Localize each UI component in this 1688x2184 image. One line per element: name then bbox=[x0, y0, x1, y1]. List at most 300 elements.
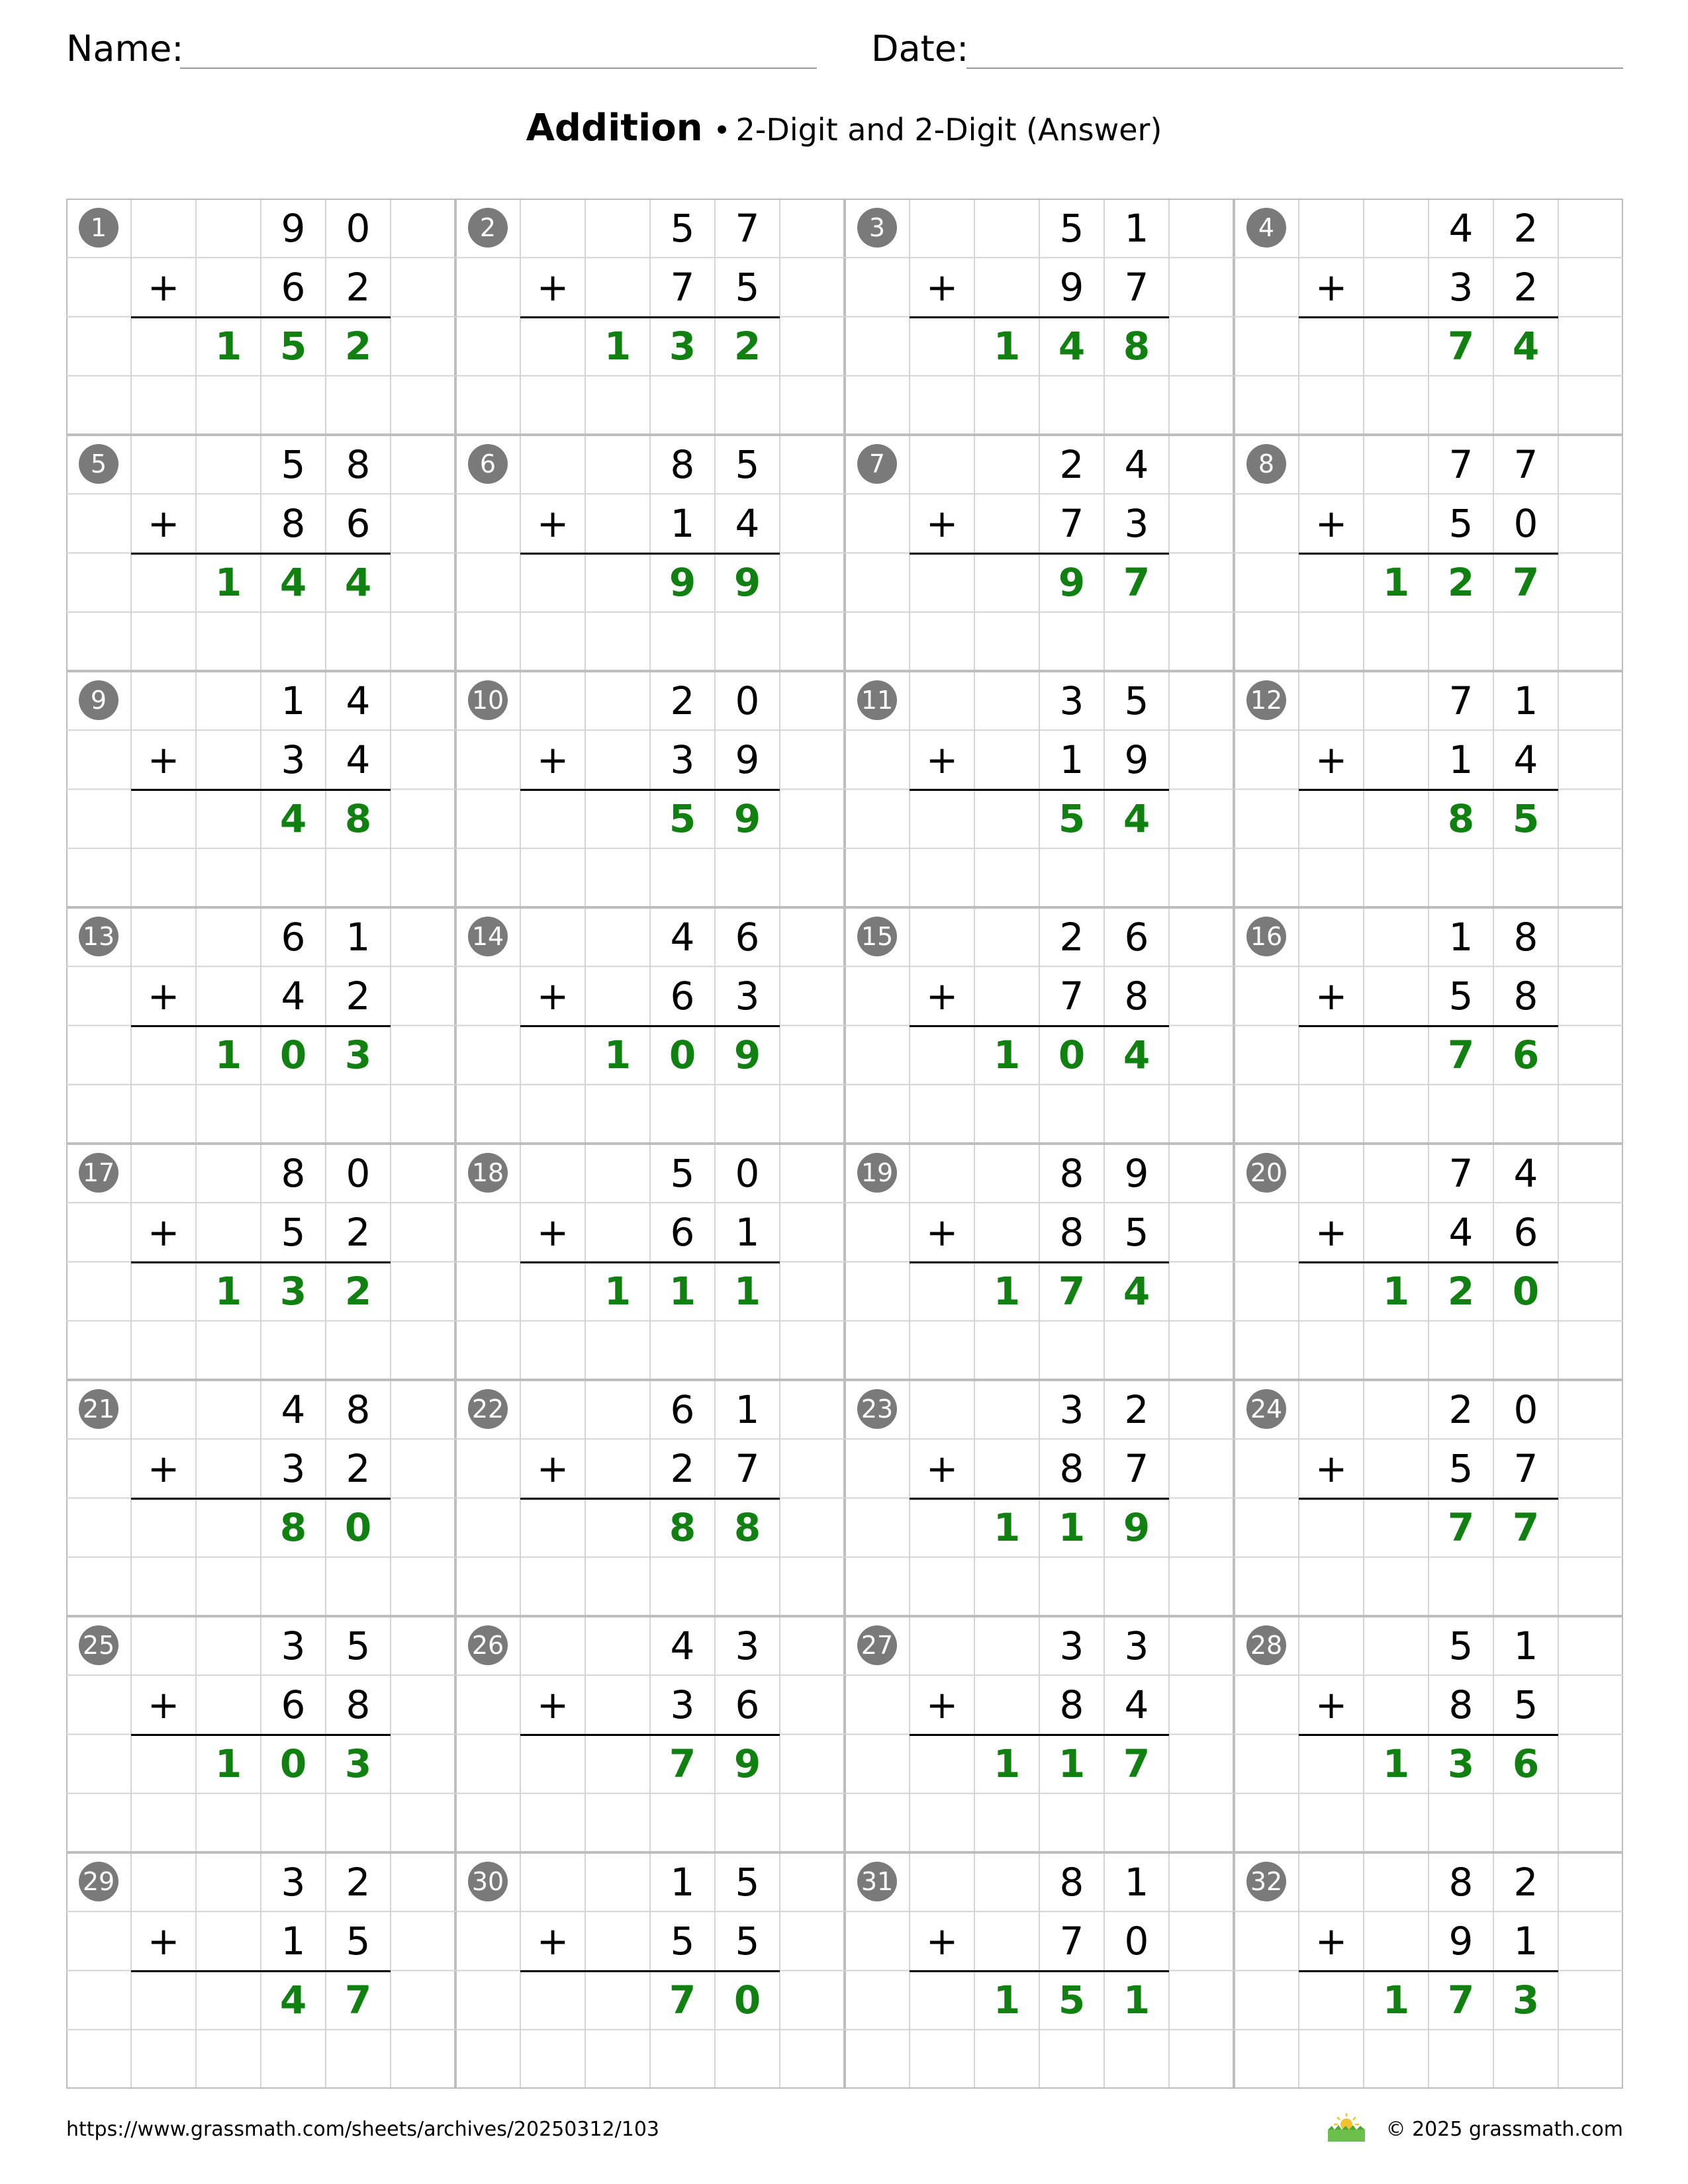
addend-bottom-digit: 7 bbox=[670, 264, 695, 310]
answer-digit: 4 bbox=[279, 1978, 307, 2023]
addend-bottom-digit: 8 bbox=[1059, 1209, 1084, 1255]
answer-digit: 1 bbox=[214, 324, 242, 369]
answer-digit: 0 bbox=[279, 1741, 307, 1786]
plus-sign: + bbox=[147, 264, 180, 310]
answer-digit: 7 bbox=[1058, 1269, 1086, 1314]
answer-digit: 2 bbox=[344, 1269, 372, 1314]
problem-number-badge: 31 bbox=[857, 1862, 897, 1901]
name-label: Name: bbox=[66, 28, 184, 69]
answer-digit: 5 bbox=[279, 324, 307, 369]
addend-bottom-digit: 7 bbox=[735, 1445, 760, 1491]
answer-digit: 1 bbox=[214, 1741, 242, 1786]
answer-digit: 8 bbox=[1123, 324, 1150, 369]
sum-underline bbox=[131, 1970, 391, 1972]
plus-sign: + bbox=[1315, 973, 1348, 1019]
sum-underline bbox=[910, 1970, 1169, 1972]
plus-sign: + bbox=[147, 973, 180, 1019]
addend-bottom-digit: 0 bbox=[1124, 1918, 1149, 1964]
answer-digit: 0 bbox=[733, 1978, 761, 2023]
answer-digit: 1 bbox=[993, 1741, 1021, 1786]
answer-digit: 0 bbox=[344, 1505, 372, 1550]
addend-bottom-digit: 1 bbox=[735, 1209, 760, 1255]
sum-underline bbox=[1299, 553, 1558, 555]
answer-digit: 7 bbox=[1447, 324, 1475, 369]
sum-underline bbox=[910, 1261, 1169, 1263]
answer-digit: 3 bbox=[1447, 1741, 1475, 1786]
answer-digit: 6 bbox=[1512, 1032, 1540, 1077]
addend-top-digit: 9 bbox=[281, 205, 306, 251]
addend-top-digit: 6 bbox=[670, 1387, 695, 1432]
sum-underline bbox=[1299, 1261, 1558, 1263]
addend-bottom-digit: 8 bbox=[1059, 1682, 1084, 1727]
addend-top-digit: 8 bbox=[670, 441, 695, 487]
answer-digit: 1 bbox=[1382, 1269, 1410, 1314]
sum-underline bbox=[131, 789, 391, 791]
answer-digit: 7 bbox=[1123, 560, 1150, 605]
answer-digit: 9 bbox=[733, 1032, 761, 1077]
problem-number-badge: 27 bbox=[857, 1625, 897, 1665]
addend-top-digit: 4 bbox=[281, 1387, 306, 1432]
problem-number-badge: 32 bbox=[1246, 1862, 1286, 1901]
answer-digit: 1 bbox=[1058, 1505, 1086, 1550]
addend-bottom-digit: 5 bbox=[1448, 1445, 1474, 1491]
addend-top-digit: 0 bbox=[735, 678, 760, 723]
answer-digit: 8 bbox=[1447, 796, 1475, 841]
addend-bottom-digit: 4 bbox=[1448, 1209, 1474, 1255]
addend-top-digit: 4 bbox=[1124, 441, 1149, 487]
plus-sign: + bbox=[925, 1682, 959, 1727]
answer-digit: 7 bbox=[669, 1978, 696, 2023]
plus-sign: + bbox=[1315, 264, 1348, 310]
addend-top-digit: 2 bbox=[1124, 1387, 1149, 1432]
plus-sign: + bbox=[925, 1445, 959, 1491]
answer-digit: 8 bbox=[344, 796, 372, 841]
addend-top-digit: 4 bbox=[670, 914, 695, 960]
addend-top-digit: 5 bbox=[670, 205, 695, 251]
title-main: Addition bbox=[526, 107, 703, 150]
answer-digit: 4 bbox=[1123, 796, 1150, 841]
answer-digit: 1 bbox=[993, 324, 1021, 369]
plus-sign: + bbox=[536, 264, 569, 310]
addend-bottom-digit: 9 bbox=[1124, 737, 1149, 782]
problem-number-badge: 4 bbox=[1246, 208, 1286, 248]
problem-number-badge: 30 bbox=[468, 1862, 508, 1901]
addend-top-digit: 5 bbox=[1059, 205, 1084, 251]
answer-digit: 4 bbox=[1512, 324, 1540, 369]
plus-sign: + bbox=[1315, 1445, 1348, 1491]
plus-sign: + bbox=[147, 1445, 180, 1491]
plus-sign: + bbox=[925, 1918, 959, 1964]
addend-top-digit: 0 bbox=[735, 1150, 760, 1196]
answer-digit: 2 bbox=[1447, 1269, 1475, 1314]
problem-number-badge: 10 bbox=[468, 680, 508, 720]
problem-number-badge: 11 bbox=[857, 680, 897, 720]
addend-top-digit: 4 bbox=[670, 1623, 695, 1668]
answer-digit: 2 bbox=[733, 324, 761, 369]
answer-digit: 5 bbox=[1512, 796, 1540, 841]
addend-bottom-digit: 5 bbox=[1124, 1209, 1149, 1255]
answer-digit: 1 bbox=[993, 1269, 1021, 1314]
addend-bottom-digit: 6 bbox=[735, 1682, 760, 1727]
addend-bottom-digit: 3 bbox=[735, 973, 760, 1019]
addend-top-digit: 1 bbox=[1513, 678, 1538, 723]
footer-copyright: © 2025 grassmath.com bbox=[1385, 2118, 1623, 2141]
addend-bottom-digit: 8 bbox=[281, 500, 306, 546]
answer-digit: 1 bbox=[993, 1032, 1021, 1077]
problem-number-badge: 25 bbox=[79, 1625, 118, 1665]
problem-number-badge: 19 bbox=[857, 1153, 897, 1193]
addend-bottom-digit: 5 bbox=[346, 1918, 371, 1964]
addend-bottom-digit: 7 bbox=[1124, 1445, 1149, 1491]
addend-top-digit: 0 bbox=[1513, 1387, 1538, 1432]
sum-underline bbox=[520, 316, 780, 318]
addend-top-digit: 2 bbox=[1513, 1859, 1538, 1905]
answer-digit: 1 bbox=[1123, 1978, 1150, 2023]
problem-number-badge: 1 bbox=[79, 208, 118, 248]
addend-bottom-digit: 7 bbox=[1059, 1918, 1084, 1964]
answer-digit: 7 bbox=[1512, 1505, 1540, 1550]
sum-underline bbox=[1299, 789, 1558, 791]
answer-digit: 4 bbox=[279, 796, 307, 841]
plus-sign: + bbox=[1315, 1682, 1348, 1727]
addend-top-digit: 5 bbox=[281, 441, 306, 487]
addend-top-digit: 4 bbox=[1513, 1150, 1538, 1196]
sum-underline bbox=[1299, 1970, 1558, 1972]
answer-digit: 9 bbox=[669, 560, 696, 605]
addend-bottom-digit: 2 bbox=[346, 1445, 371, 1491]
sum-underline bbox=[910, 1025, 1169, 1027]
addend-bottom-digit: 2 bbox=[346, 264, 371, 310]
addend-bottom-digit: 3 bbox=[1124, 500, 1149, 546]
answer-digit: 9 bbox=[733, 796, 761, 841]
addend-bottom-digit: 5 bbox=[1448, 973, 1474, 1019]
answer-digit: 1 bbox=[1382, 1978, 1410, 2023]
problem-grid bbox=[66, 199, 1623, 2089]
addend-top-digit: 1 bbox=[670, 1859, 695, 1905]
answer-digit: 6 bbox=[1512, 1741, 1540, 1786]
answer-digit: 8 bbox=[733, 1505, 761, 1550]
title-separator: • bbox=[713, 114, 731, 148]
addend-bottom-digit: 0 bbox=[1513, 500, 1538, 546]
addend-bottom-digit: 1 bbox=[1448, 737, 1474, 782]
plus-sign: + bbox=[147, 500, 180, 546]
plus-sign: + bbox=[925, 737, 959, 782]
addend-bottom-digit: 6 bbox=[281, 1682, 306, 1727]
answer-digit: 9 bbox=[733, 560, 761, 605]
addend-bottom-digit: 8 bbox=[1513, 973, 1538, 1019]
sum-underline bbox=[1299, 1734, 1558, 1736]
answer-digit: 4 bbox=[1123, 1032, 1150, 1077]
answer-digit: 2 bbox=[1447, 560, 1475, 605]
addend-top-digit: 8 bbox=[346, 1387, 371, 1432]
problem-number-badge: 18 bbox=[468, 1153, 508, 1193]
addend-bottom-digit: 8 bbox=[1059, 1445, 1084, 1491]
addend-bottom-digit: 6 bbox=[346, 500, 371, 546]
addend-bottom-digit: 5 bbox=[670, 1918, 695, 1964]
addend-top-digit: 1 bbox=[1124, 1859, 1149, 1905]
problem-number-badge: 6 bbox=[468, 444, 508, 484]
problem-number-badge: 24 bbox=[1246, 1389, 1286, 1429]
sum-underline bbox=[131, 1734, 391, 1736]
addend-bottom-digit: 7 bbox=[1059, 973, 1084, 1019]
answer-digit: 1 bbox=[604, 324, 632, 369]
addend-top-digit: 2 bbox=[1059, 914, 1084, 960]
addend-bottom-digit: 3 bbox=[281, 737, 306, 782]
addend-bottom-digit: 7 bbox=[1059, 500, 1084, 546]
plus-sign: + bbox=[925, 500, 959, 546]
answer-digit: 0 bbox=[1512, 1269, 1540, 1314]
problem-number-badge: 5 bbox=[79, 444, 118, 484]
sum-underline bbox=[910, 553, 1169, 555]
addend-top-digit: 7 bbox=[735, 205, 760, 251]
answer-digit: 1 bbox=[669, 1269, 696, 1314]
addend-top-digit: 1 bbox=[1448, 914, 1474, 960]
addend-top-digit: 4 bbox=[346, 678, 371, 723]
addend-bottom-digit: 5 bbox=[1448, 500, 1474, 546]
problem-number-badge: 9 bbox=[79, 680, 118, 720]
problem-number-badge: 12 bbox=[1246, 680, 1286, 720]
sum-underline bbox=[520, 1025, 780, 1027]
plus-sign: + bbox=[536, 500, 569, 546]
answer-digit: 1 bbox=[993, 1978, 1021, 2023]
answer-digit: 5 bbox=[669, 796, 696, 841]
addend-bottom-digit: 4 bbox=[735, 500, 760, 546]
sum-underline bbox=[131, 1498, 391, 1500]
sum-underline bbox=[1299, 1025, 1558, 1027]
worksheet-title bbox=[0, 105, 1688, 155]
addend-top-digit: 2 bbox=[670, 678, 695, 723]
addend-bottom-digit: 2 bbox=[1513, 264, 1538, 310]
sum-underline bbox=[910, 1734, 1169, 1736]
problem-number-badge: 17 bbox=[79, 1153, 118, 1193]
addend-top-digit: 1 bbox=[281, 678, 306, 723]
sum-underline bbox=[520, 1261, 780, 1263]
addend-top-digit: 8 bbox=[1059, 1859, 1084, 1905]
plus-sign: + bbox=[536, 1682, 569, 1727]
addend-top-digit: 5 bbox=[1448, 1623, 1474, 1668]
answer-digit: 0 bbox=[1058, 1032, 1086, 1077]
addend-bottom-digit: 8 bbox=[1124, 973, 1149, 1019]
plus-sign: + bbox=[1315, 1209, 1348, 1255]
addend-bottom-digit: 7 bbox=[1513, 1445, 1538, 1491]
problem-number-badge: 16 bbox=[1246, 917, 1286, 956]
addend-top-digit: 2 bbox=[1059, 441, 1084, 487]
addend-bottom-digit: 4 bbox=[281, 973, 306, 1019]
answer-digit: 0 bbox=[669, 1032, 696, 1077]
plus-sign: + bbox=[536, 1445, 569, 1491]
answer-digit: 8 bbox=[669, 1505, 696, 1550]
addend-bottom-digit: 4 bbox=[346, 737, 371, 782]
sum-underline bbox=[131, 316, 391, 318]
addend-top-digit: 3 bbox=[281, 1623, 306, 1668]
addend-bottom-digit: 2 bbox=[346, 1209, 371, 1255]
answer-digit: 1 bbox=[604, 1269, 632, 1314]
answer-digit: 1 bbox=[1382, 560, 1410, 605]
answer-digit: 0 bbox=[279, 1032, 307, 1077]
addend-bottom-digit: 5 bbox=[735, 264, 760, 310]
plus-sign: + bbox=[925, 973, 959, 1019]
problem-number-badge: 23 bbox=[857, 1389, 897, 1429]
answer-digit: 4 bbox=[1123, 1269, 1150, 1314]
sum-underline bbox=[1299, 316, 1558, 318]
answer-digit: 4 bbox=[1058, 324, 1086, 369]
addend-top-digit: 8 bbox=[281, 1150, 306, 1196]
addend-bottom-digit: 4 bbox=[1513, 737, 1538, 782]
addend-bottom-digit: 3 bbox=[281, 1445, 306, 1491]
addend-top-digit: 8 bbox=[1059, 1150, 1084, 1196]
sum-underline bbox=[131, 553, 391, 555]
sum-underline bbox=[520, 1970, 780, 1972]
problem-number-badge: 28 bbox=[1246, 1625, 1286, 1665]
sum-underline bbox=[910, 789, 1169, 791]
addend-bottom-digit: 5 bbox=[735, 1918, 760, 1964]
addend-bottom-digit: 1 bbox=[1059, 737, 1084, 782]
sum-underline bbox=[520, 1498, 780, 1500]
answer-digit: 2 bbox=[344, 324, 372, 369]
sum-underline bbox=[520, 553, 780, 555]
answer-digit: 1 bbox=[1058, 1741, 1086, 1786]
problem-number-badge: 2 bbox=[468, 208, 508, 248]
plus-sign: + bbox=[536, 737, 569, 782]
addend-top-digit: 5 bbox=[735, 1859, 760, 1905]
problem-number-badge: 21 bbox=[79, 1389, 118, 1429]
answer-digit: 7 bbox=[344, 1978, 372, 2023]
addend-bottom-digit: 2 bbox=[346, 973, 371, 1019]
answer-digit: 1 bbox=[993, 1505, 1021, 1550]
answer-digit: 3 bbox=[1512, 1978, 1540, 2023]
grass-sun-logo-icon bbox=[1325, 2111, 1368, 2144]
addend-top-digit: 7 bbox=[1448, 678, 1474, 723]
answer-digit: 8 bbox=[279, 1505, 307, 1550]
problem-number-badge: 26 bbox=[468, 1625, 508, 1665]
plus-sign: + bbox=[925, 264, 959, 310]
answer-digit: 3 bbox=[344, 1741, 372, 1786]
answer-digit: 1 bbox=[733, 1269, 761, 1314]
addend-top-digit: 3 bbox=[1059, 1623, 1084, 1668]
addend-bottom-digit: 5 bbox=[281, 1209, 306, 1255]
addend-top-digit: 5 bbox=[1124, 678, 1149, 723]
addend-top-digit: 5 bbox=[346, 1623, 371, 1668]
answer-digit: 1 bbox=[214, 1032, 242, 1077]
answer-digit: 7 bbox=[1447, 1978, 1475, 2023]
addend-bottom-digit: 4 bbox=[1124, 1682, 1149, 1727]
answer-digit: 7 bbox=[1512, 560, 1540, 605]
addend-top-digit: 1 bbox=[735, 1387, 760, 1432]
plus-sign: + bbox=[1315, 737, 1348, 782]
addend-bottom-digit: 6 bbox=[1513, 1209, 1538, 1255]
addend-bottom-digit: 9 bbox=[735, 737, 760, 782]
addend-bottom-digit: 6 bbox=[670, 973, 695, 1019]
problem-number-badge: 20 bbox=[1246, 1153, 1286, 1193]
addend-bottom-digit: 1 bbox=[670, 500, 695, 546]
sum-underline bbox=[910, 1498, 1169, 1500]
answer-digit: 3 bbox=[279, 1269, 307, 1314]
plus-sign: + bbox=[1315, 1918, 1348, 1964]
problem-number-badge: 8 bbox=[1246, 444, 1286, 484]
answer-digit: 5 bbox=[1058, 796, 1086, 841]
addend-top-digit: 7 bbox=[1513, 441, 1538, 487]
answer-digit: 9 bbox=[733, 1741, 761, 1786]
addend-top-digit: 1 bbox=[1513, 1623, 1538, 1668]
plus-sign: + bbox=[1315, 500, 1348, 546]
answer-digit: 7 bbox=[1123, 1741, 1150, 1786]
name-field[interactable] bbox=[180, 68, 817, 69]
answer-digit: 7 bbox=[1447, 1032, 1475, 1077]
date-field[interactable] bbox=[966, 68, 1623, 69]
answer-digit: 9 bbox=[1123, 1505, 1150, 1550]
sum-underline bbox=[910, 316, 1169, 318]
answer-digit: 1 bbox=[214, 1269, 242, 1314]
problem-number-badge: 13 bbox=[79, 917, 118, 956]
addend-bottom-digit: 6 bbox=[281, 264, 306, 310]
addend-top-digit: 2 bbox=[1448, 1387, 1474, 1432]
addend-top-digit: 2 bbox=[1513, 205, 1538, 251]
title-subtitle: 2-Digit and 2-Digit (Answer) bbox=[735, 112, 1162, 148]
addend-bottom-digit: 1 bbox=[1513, 1918, 1538, 1964]
addend-top-digit: 3 bbox=[735, 1623, 760, 1668]
addend-bottom-digit: 9 bbox=[1059, 264, 1084, 310]
addend-bottom-digit: 3 bbox=[670, 737, 695, 782]
addend-top-digit: 5 bbox=[670, 1150, 695, 1196]
addend-top-digit: 7 bbox=[1448, 441, 1474, 487]
addend-top-digit: 1 bbox=[1124, 205, 1149, 251]
plus-sign: + bbox=[925, 1209, 959, 1255]
addend-bottom-digit: 9 bbox=[1448, 1918, 1474, 1964]
addend-top-digit: 6 bbox=[281, 914, 306, 960]
sum-underline bbox=[131, 1025, 391, 1027]
plus-sign: + bbox=[536, 973, 569, 1019]
addend-bottom-digit: 3 bbox=[670, 1682, 695, 1727]
plus-sign: + bbox=[147, 1682, 180, 1727]
answer-digit: 3 bbox=[344, 1032, 372, 1077]
plus-sign: + bbox=[536, 1209, 569, 1255]
problem-number-badge: 15 bbox=[857, 917, 897, 956]
answer-digit: 5 bbox=[1058, 1978, 1086, 2023]
addend-bottom-digit: 6 bbox=[670, 1209, 695, 1255]
addend-top-digit: 0 bbox=[346, 1150, 371, 1196]
sum-underline bbox=[520, 1734, 780, 1736]
addend-top-digit: 3 bbox=[1124, 1623, 1149, 1668]
problem-number-badge: 22 bbox=[468, 1389, 508, 1429]
plus-sign: + bbox=[147, 1918, 180, 1964]
addend-top-digit: 4 bbox=[1448, 205, 1474, 251]
addend-bottom-digit: 5 bbox=[1513, 1682, 1538, 1727]
answer-digit: 3 bbox=[669, 324, 696, 369]
addend-top-digit: 8 bbox=[1448, 1859, 1474, 1905]
addend-top-digit: 1 bbox=[346, 914, 371, 960]
addend-bottom-digit: 2 bbox=[670, 1445, 695, 1491]
plus-sign: + bbox=[147, 737, 180, 782]
addend-top-digit: 3 bbox=[1059, 1387, 1084, 1432]
answer-digit: 1 bbox=[1382, 1741, 1410, 1786]
addend-bottom-digit: 8 bbox=[1448, 1682, 1474, 1727]
answer-digit: 4 bbox=[279, 560, 307, 605]
addend-top-digit: 3 bbox=[281, 1859, 306, 1905]
answer-digit: 9 bbox=[1058, 560, 1086, 605]
addend-top-digit: 8 bbox=[1513, 914, 1538, 960]
addend-bottom-digit: 8 bbox=[346, 1682, 371, 1727]
addend-top-digit: 9 bbox=[1124, 1150, 1149, 1196]
addend-bottom-digit: 3 bbox=[1448, 264, 1474, 310]
addend-top-digit: 6 bbox=[735, 914, 760, 960]
sum-underline bbox=[131, 1261, 391, 1263]
footer-url[interactable]: https://www.grassmath.com/sheets/archives/20250312/103 bbox=[66, 2118, 660, 2141]
addend-top-digit: 8 bbox=[346, 441, 371, 487]
addend-bottom-digit: 1 bbox=[281, 1918, 306, 1964]
addend-top-digit: 0 bbox=[346, 205, 371, 251]
answer-digit: 4 bbox=[344, 560, 372, 605]
addend-top-digit: 6 bbox=[1124, 914, 1149, 960]
